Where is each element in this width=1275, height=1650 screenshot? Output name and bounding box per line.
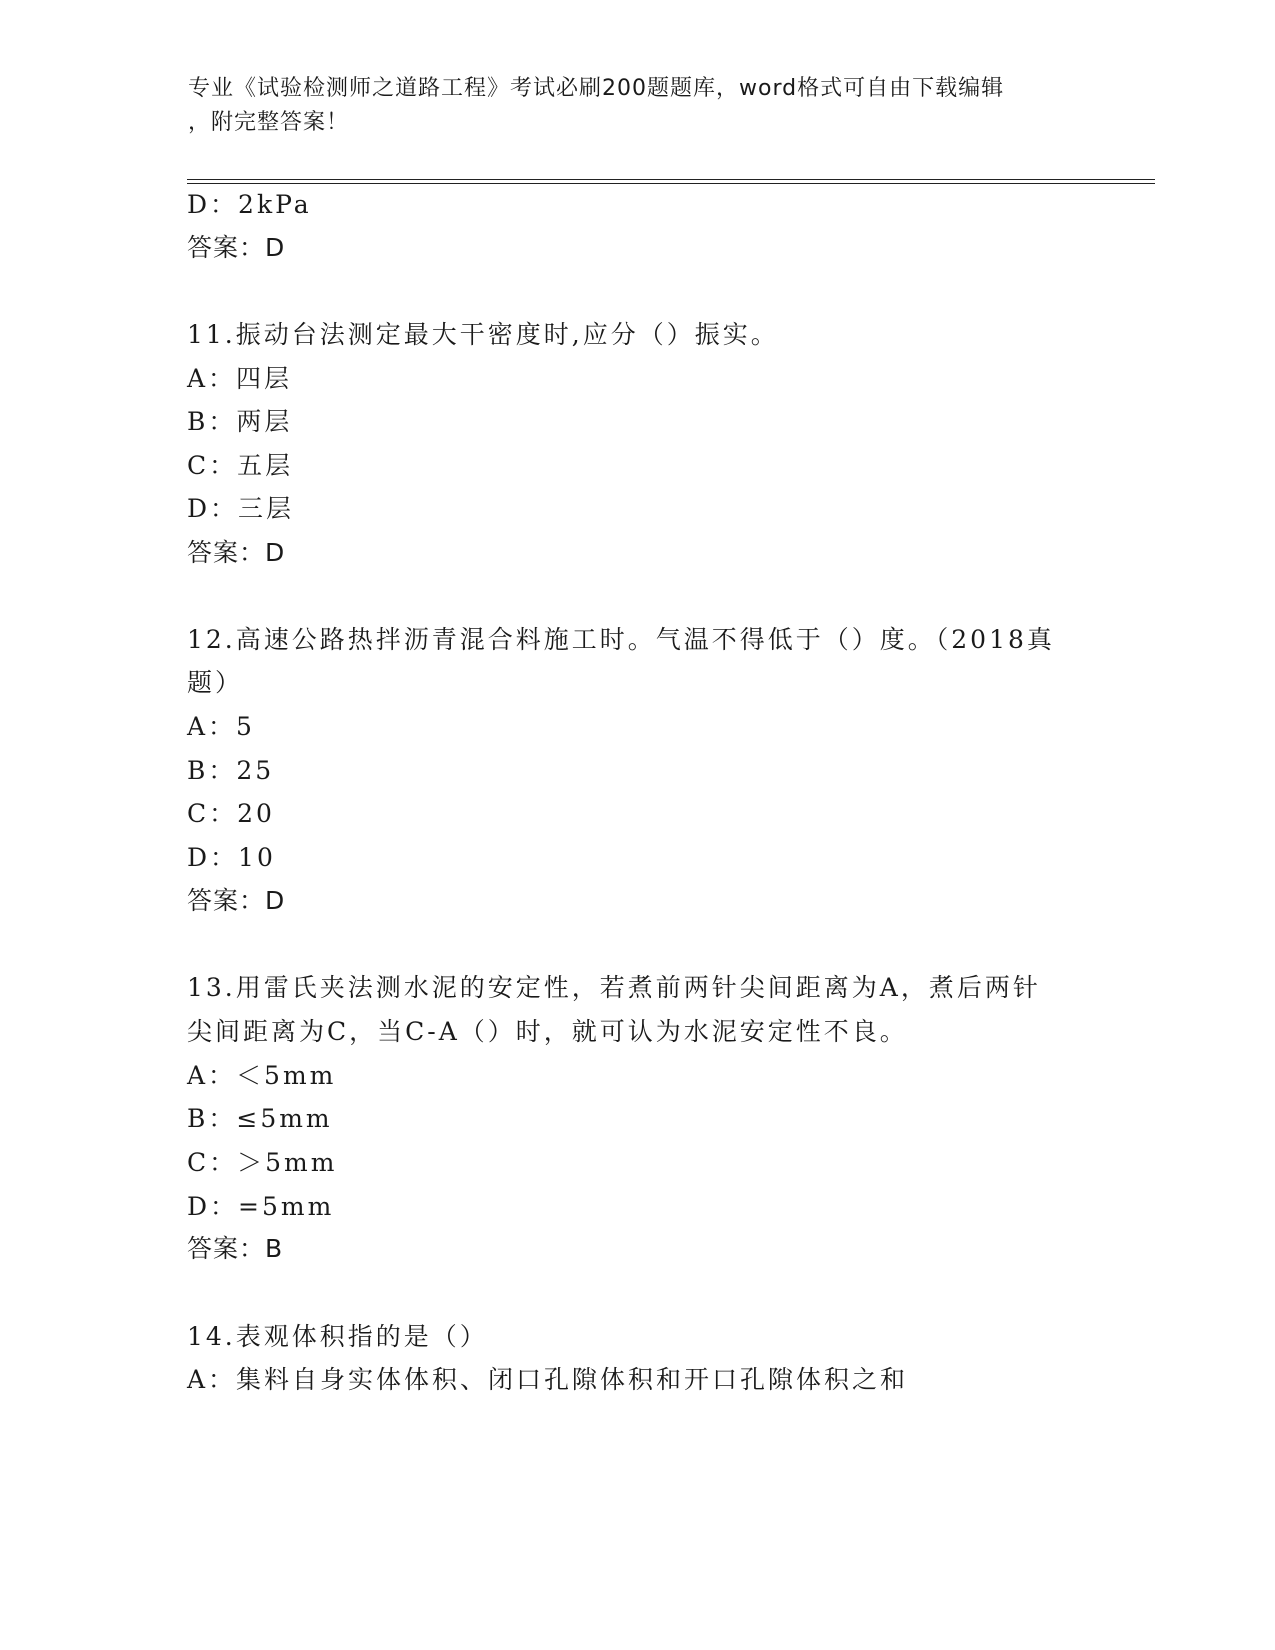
- q13-option-a: A：＜5mm: [187, 1061, 337, 1090]
- page-header: [188, 72, 1088, 140]
- q11-stem: 11.振动台法测定最大干密度时,应分（）振实。: [187, 320, 779, 349]
- q11-option-b: B：两层: [187, 407, 293, 436]
- q13-stem-line-1: 13.用雷氏夹法测水泥的安定性，若煮前两针尖间距离为A，煮后两针: [187, 973, 1041, 1002]
- header-line-1: 专业《试验检测师之道路工程》考试必刷200题题库，word格式可自由下载编辑: [188, 76, 1005, 101]
- q12-option-d: D：10: [187, 843, 276, 872]
- header-divider: [187, 179, 1155, 184]
- prev-option-d: D：2kPa: [187, 190, 312, 219]
- q12-answer: 答案：D: [187, 886, 286, 915]
- q14-option-a: A：集料自身实体体积、闭口孔隙体积和开口孔隙体积之和: [187, 1365, 909, 1394]
- q11-option-c: C：五层: [187, 451, 294, 480]
- q12-option-c: C：20: [187, 799, 275, 828]
- q13-option-b: B：≤5mm: [187, 1104, 333, 1133]
- q12-stem-line-1: 12.高速公路热拌沥青混合料施工时。气温不得低于（）度。（2018真: [187, 625, 1055, 654]
- q11-answer: 答案：D: [187, 538, 286, 567]
- q12-option-b: B：25: [187, 756, 275, 785]
- q13-option-d: D：=5mm: [187, 1192, 335, 1221]
- q13-option-c: C：＞5mm: [187, 1148, 338, 1177]
- q11-option-d: D：三层: [187, 494, 295, 523]
- q12-stem-line-2: 题）: [187, 668, 244, 697]
- q11-option-a: A：四层: [187, 364, 293, 393]
- q12-option-a: A：5: [187, 712, 255, 741]
- q13-answer: 答案：B: [187, 1234, 284, 1263]
- prev-answer: 答案：D: [187, 233, 286, 262]
- header-line-2: ，附完整答案！: [188, 110, 350, 135]
- q13-stem-line-2: 尖间距离为C，当C-A（）时，就可认为水泥安定性不良。: [187, 1017, 908, 1046]
- q14-stem: 14.表观体积指的是（）: [187, 1322, 488, 1351]
